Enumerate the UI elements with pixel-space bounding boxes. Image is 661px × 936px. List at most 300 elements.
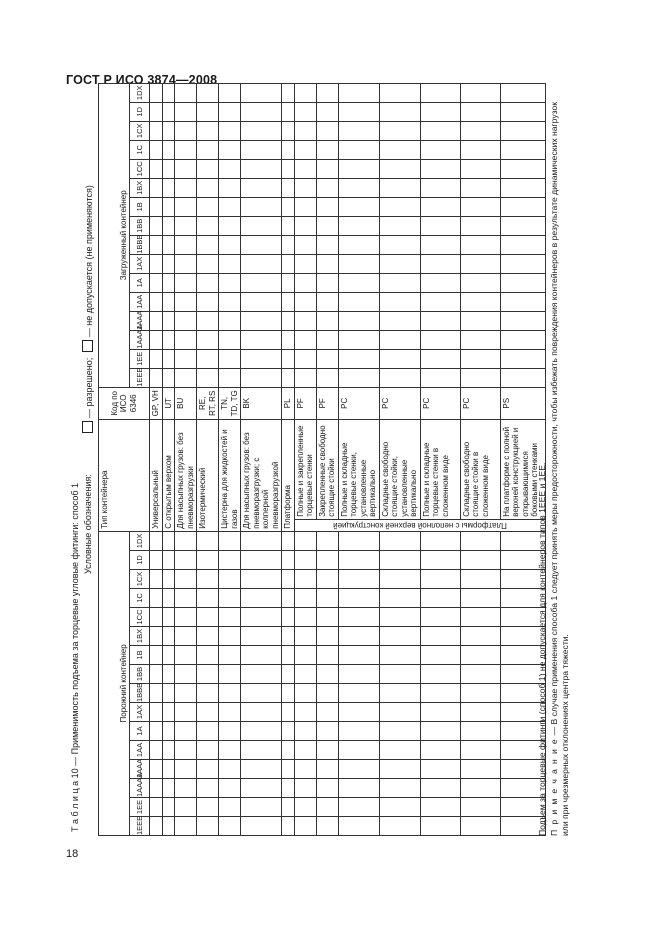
empty-cell — [460, 722, 500, 741]
type-cell: Универсальный — [150, 419, 163, 531]
empty-cell — [294, 741, 316, 760]
loaded-cell — [150, 121, 163, 140]
code-cell: PC — [379, 387, 420, 419]
empty-cell — [241, 589, 282, 608]
empty-cell — [219, 646, 241, 665]
loaded-cell — [338, 121, 379, 140]
table-footer — [537, 96, 572, 836]
type-cell: Складные свободно стоящие стойки, установленные вертикально — [379, 419, 420, 519]
code-cell: PC — [338, 387, 379, 419]
legend-forbidden-text: — не допускается (не применяются) — [84, 185, 94, 338]
loaded-cell — [162, 140, 175, 159]
loaded-cell — [282, 197, 295, 216]
empty-type-1cc: 1CC — [130, 608, 150, 627]
loaded-cell — [150, 216, 163, 235]
empty-cell — [219, 627, 241, 646]
empty-cell — [294, 531, 316, 550]
loaded-cell — [316, 235, 338, 254]
loaded-cell — [241, 121, 282, 140]
loaded-cell — [241, 273, 282, 292]
loaded-cell — [460, 216, 500, 235]
loaded-cell — [294, 216, 316, 235]
loaded-cell — [379, 140, 420, 159]
empty-cell — [282, 608, 295, 627]
loaded-type-1a: 1A — [130, 273, 150, 292]
empty-type-1ee: 1EE — [130, 798, 150, 817]
loaded-cell — [338, 197, 379, 216]
loaded-cell — [150, 140, 163, 159]
loaded-cell — [241, 102, 282, 121]
loaded-cell — [219, 83, 241, 102]
loaded-cell — [460, 292, 500, 311]
empty-cell — [420, 627, 460, 646]
loaded-cell — [282, 83, 295, 102]
loaded-cell — [460, 330, 500, 349]
code-header: Код по ИСО 6346 — [99, 387, 150, 419]
page-number: 18 — [66, 848, 79, 860]
empty-cell — [338, 703, 379, 722]
loaded-cell — [162, 121, 175, 140]
loaded-cell — [294, 273, 316, 292]
empty-cell — [175, 570, 197, 589]
empty-cell — [294, 627, 316, 646]
loaded-cell — [460, 311, 500, 330]
loaded-cell — [316, 311, 338, 330]
empty-cell — [338, 646, 379, 665]
empty-cell — [460, 779, 500, 798]
loaded-cell — [282, 273, 295, 292]
empty-cell — [282, 570, 295, 589]
empty-cell — [219, 779, 241, 798]
loaded-cell — [175, 368, 197, 387]
code-cell: PF — [316, 387, 338, 419]
loaded-cell — [294, 330, 316, 349]
footer-note-2 — [549, 96, 571, 836]
empty-cell — [175, 608, 197, 627]
loaded-cell — [338, 159, 379, 178]
empty-cell — [175, 627, 197, 646]
loaded-cell — [420, 235, 460, 254]
empty-cell — [162, 684, 175, 703]
loaded-cell — [460, 349, 500, 368]
empty-cell — [460, 760, 500, 779]
empty-cell — [420, 760, 460, 779]
empty-cell — [175, 589, 197, 608]
loaded-cell — [162, 330, 175, 349]
table-row — [241, 83, 282, 835]
empty-cell — [379, 798, 420, 817]
loaded-cell — [219, 235, 241, 254]
empty-cell — [162, 798, 175, 817]
empty-cell — [282, 703, 295, 722]
empty-cell — [175, 703, 197, 722]
loaded-type-1bx: 1BX — [130, 178, 150, 197]
empty-cell — [150, 646, 163, 665]
table-row — [338, 83, 379, 835]
loaded-cell — [379, 197, 420, 216]
loaded-cell — [420, 178, 460, 197]
loaded-cell — [241, 216, 282, 235]
empty-cell — [420, 722, 460, 741]
empty-cell — [241, 722, 282, 741]
code-cell: RE, RT, RS — [197, 387, 219, 419]
empty-cell — [241, 551, 282, 570]
loaded-type-1d: 1D — [130, 102, 150, 121]
empty-cell — [241, 608, 282, 627]
empty-cell — [316, 646, 338, 665]
loaded-cell — [175, 83, 197, 102]
loaded-cell — [162, 368, 175, 387]
empty-cell — [241, 665, 282, 684]
empty-cell — [316, 798, 338, 817]
loaded-type-1bbb: 1BBB — [130, 235, 150, 254]
empty-cell — [316, 703, 338, 722]
empty-type-1aaa: 1AAA — [130, 760, 150, 779]
loaded-cell — [197, 121, 219, 140]
type-cell: Цистерна для жидкостей и газов — [219, 419, 241, 531]
loaded-cell — [197, 368, 219, 387]
empty-cell — [460, 646, 500, 665]
empty-cell — [379, 684, 420, 703]
loaded-cell — [150, 368, 163, 387]
empty-cell — [282, 798, 295, 817]
empty-cell — [241, 646, 282, 665]
empty-cell — [150, 665, 163, 684]
loaded-cell — [316, 368, 338, 387]
loaded-cell — [219, 330, 241, 349]
loaded-cell — [241, 292, 282, 311]
empty-cell — [162, 760, 175, 779]
loaded-cell — [316, 254, 338, 273]
table-row — [420, 83, 460, 835]
loaded-cell — [420, 216, 460, 235]
type-cell: Для насыпных грузов: без пневморазгрузки — [175, 419, 197, 531]
empty-cell — [379, 741, 420, 760]
table-row — [460, 83, 500, 835]
loaded-cell — [150, 102, 163, 121]
empty-cell — [219, 722, 241, 741]
loaded-cell — [219, 292, 241, 311]
loaded-cell — [219, 178, 241, 197]
empty-cell — [338, 760, 379, 779]
empty-cell — [175, 722, 197, 741]
loaded-cell — [150, 159, 163, 178]
empty-cell — [150, 589, 163, 608]
empty-type-1cx: 1CX — [130, 570, 150, 589]
empty-cell — [162, 627, 175, 646]
empty-cell — [162, 531, 175, 550]
empty-cell — [197, 627, 219, 646]
empty-cell — [162, 722, 175, 741]
empty-cell — [150, 608, 163, 627]
empty-cell — [241, 741, 282, 760]
table-row — [150, 83, 163, 835]
loaded-cell — [460, 368, 500, 387]
empty-cell — [219, 531, 241, 550]
loaded-cell — [162, 159, 175, 178]
loaded-cell — [316, 178, 338, 197]
empty-cell — [241, 779, 282, 798]
loaded-cell — [175, 159, 197, 178]
loaded-cell — [175, 349, 197, 368]
loaded-cell — [241, 197, 282, 216]
empty-cell — [338, 627, 379, 646]
code-cell: TN, TD, TG — [219, 387, 241, 419]
empty-cell — [460, 741, 500, 760]
loaded-cell — [175, 273, 197, 292]
loaded-cell — [175, 330, 197, 349]
empty-cell — [460, 608, 500, 627]
loaded-cell — [197, 159, 219, 178]
loaded-cell — [197, 254, 219, 273]
empty-cell — [197, 608, 219, 627]
loaded-cell — [241, 368, 282, 387]
empty-cell — [338, 551, 379, 570]
loaded-cell — [379, 254, 420, 273]
empty-container-header: Порожний контейнер — [99, 531, 130, 835]
empty-cell — [316, 741, 338, 760]
loaded-cell — [175, 311, 197, 330]
code-cell: BU — [175, 387, 197, 419]
type-cell: Полные и складные торцевые стенки, установленные вертикально — [338, 419, 379, 519]
legend-allowed-box-icon — [82, 421, 93, 433]
empty-cell — [282, 531, 295, 550]
empty-cell — [282, 817, 295, 836]
empty-cell — [379, 570, 420, 589]
loaded-cell — [420, 311, 460, 330]
loaded-cell — [282, 216, 295, 235]
applicability-table — [98, 83, 546, 836]
empty-cell — [162, 779, 175, 798]
empty-cell — [294, 665, 316, 684]
empty-cell — [162, 551, 175, 570]
empty-cell — [316, 627, 338, 646]
loaded-cell — [197, 140, 219, 159]
loaded-cell — [338, 178, 379, 197]
empty-type-1b: 1B — [130, 646, 150, 665]
loaded-cell — [175, 102, 197, 121]
empty-cell — [294, 551, 316, 570]
empty-cell — [420, 646, 460, 665]
empty-cell — [150, 570, 163, 589]
empty-cell — [294, 703, 316, 722]
loaded-cell — [282, 254, 295, 273]
empty-cell — [460, 684, 500, 703]
empty-cell — [150, 817, 163, 836]
empty-cell — [175, 798, 197, 817]
empty-cell — [282, 684, 295, 703]
type-cell: Изотермический — [197, 419, 219, 531]
empty-cell — [175, 665, 197, 684]
loaded-cell — [316, 197, 338, 216]
loaded-cell — [219, 216, 241, 235]
code-cell: PS — [500, 387, 545, 419]
loaded-cell — [241, 159, 282, 178]
loaded-cell — [338, 368, 379, 387]
loaded-cell — [294, 311, 316, 330]
loaded-cell — [162, 197, 175, 216]
table-caption — [68, 96, 98, 836]
loaded-cell — [175, 178, 197, 197]
empty-cell — [420, 608, 460, 627]
empty-type-1c: 1C — [130, 589, 150, 608]
empty-cell — [241, 531, 282, 550]
loaded-cell — [379, 311, 420, 330]
loaded-cell — [162, 292, 175, 311]
caption-title: Т а б л и ц а 10 — Применимость подъема за торцевые угловые фитинги: способ 1 — [70, 482, 80, 832]
loaded-cell — [282, 330, 295, 349]
loaded-cell — [294, 197, 316, 216]
empty-cell — [150, 722, 163, 741]
loaded-cell — [316, 349, 338, 368]
loaded-cell — [294, 159, 316, 178]
loaded-cell — [338, 330, 379, 349]
loaded-type-1ee: 1EE — [130, 349, 150, 368]
loaded-type-1b: 1B — [130, 197, 150, 216]
loaded-cell — [379, 330, 420, 349]
loaded-cell — [162, 178, 175, 197]
empty-cell — [294, 760, 316, 779]
loaded-cell — [294, 140, 316, 159]
empty-cell — [294, 684, 316, 703]
loaded-cell — [294, 102, 316, 121]
empty-cell — [162, 703, 175, 722]
empty-cell — [460, 665, 500, 684]
document-header: ГОСТ Р ИСО 3874—2008 — [66, 73, 218, 87]
loaded-cell — [420, 273, 460, 292]
empty-cell — [150, 798, 163, 817]
loaded-cell — [241, 235, 282, 254]
type-cell: Полные и складные торцевые стенки в сложенном виде — [420, 419, 460, 519]
loaded-cell — [241, 140, 282, 159]
empty-type-1aa: 1AA — [130, 741, 150, 760]
empty-cell — [379, 760, 420, 779]
empty-cell — [219, 551, 241, 570]
empty-cell — [420, 589, 460, 608]
loaded-cell — [219, 102, 241, 121]
loaded-cell — [316, 121, 338, 140]
empty-cell — [197, 741, 219, 760]
loaded-cell — [379, 273, 420, 292]
loaded-cell — [219, 254, 241, 273]
empty-cell — [420, 779, 460, 798]
loaded-type-1dx: 1DX — [130, 83, 150, 102]
loaded-cell — [338, 254, 379, 273]
loaded-cell — [294, 254, 316, 273]
loaded-cell — [420, 102, 460, 121]
empty-cell — [175, 531, 197, 550]
empty-cell — [338, 684, 379, 703]
empty-cell — [316, 684, 338, 703]
loaded-cell — [197, 178, 219, 197]
empty-cell — [338, 741, 379, 760]
loaded-cell — [460, 121, 500, 140]
loaded-cell — [316, 83, 338, 102]
loaded-cell — [162, 273, 175, 292]
empty-cell — [197, 646, 219, 665]
loaded-type-1bb: 1BB — [130, 216, 150, 235]
table-row — [282, 83, 295, 835]
empty-cell — [219, 589, 241, 608]
loaded-cell — [379, 121, 420, 140]
empty-cell — [150, 551, 163, 570]
loaded-cell — [150, 273, 163, 292]
empty-cell — [460, 531, 500, 550]
loaded-cell — [162, 83, 175, 102]
loaded-cell — [241, 178, 282, 197]
loaded-cell — [162, 349, 175, 368]
loaded-cell — [219, 273, 241, 292]
empty-cell — [460, 817, 500, 836]
loaded-cell — [338, 83, 379, 102]
empty-cell — [175, 779, 197, 798]
loaded-cell — [150, 292, 163, 311]
empty-cell — [150, 703, 163, 722]
empty-cell — [282, 551, 295, 570]
loaded-cell — [162, 311, 175, 330]
loaded-type-1cx: 1CX — [130, 121, 150, 140]
empty-cell — [338, 570, 379, 589]
loaded-cell — [420, 330, 460, 349]
empty-cell — [294, 646, 316, 665]
empty-cell — [379, 531, 420, 550]
loaded-cell — [219, 368, 241, 387]
empty-type-1bbb: 1BBB — [130, 684, 150, 703]
empty-cell — [241, 684, 282, 703]
loaded-cell — [460, 178, 500, 197]
loaded-cell — [162, 235, 175, 254]
empty-cell — [162, 741, 175, 760]
loaded-cell — [460, 254, 500, 273]
loaded-cell — [150, 197, 163, 216]
loaded-cell — [197, 235, 219, 254]
empty-cell — [338, 665, 379, 684]
empty-cell — [316, 817, 338, 836]
loaded-cell — [460, 140, 500, 159]
empty-cell — [219, 703, 241, 722]
code-cell: GP, VH — [150, 387, 163, 419]
empty-cell — [460, 798, 500, 817]
empty-cell — [294, 779, 316, 798]
empty-cell — [219, 665, 241, 684]
loaded-cell — [420, 368, 460, 387]
loaded-cell — [175, 121, 197, 140]
loaded-cell — [282, 121, 295, 140]
loaded-cell — [420, 292, 460, 311]
type-cell: Для насыпных грузов: без пневморазгрузки; с колперной пневморазгрузкой — [241, 419, 282, 531]
footer-note-1: Подъем за торцевые фитинги (способ 1) не допускается для контейнеров типов 1EEE и 1EE. — [537, 462, 547, 836]
empty-type-1bb: 1BB — [130, 665, 150, 684]
loaded-cell — [241, 349, 282, 368]
empty-cell — [241, 798, 282, 817]
loaded-cell — [175, 254, 197, 273]
loaded-cell — [294, 235, 316, 254]
empty-cell — [175, 760, 197, 779]
loaded-type-1ax: 1AX — [130, 254, 150, 273]
caption-legend-label: Условные обозначения: — [83, 474, 93, 574]
empty-cell — [379, 817, 420, 836]
empty-cell — [162, 817, 175, 836]
loaded-cell — [162, 102, 175, 121]
empty-cell — [316, 551, 338, 570]
loaded-cell — [175, 235, 197, 254]
empty-type-1a: 1A — [130, 722, 150, 741]
table-row — [294, 83, 316, 835]
code-cell: PC — [420, 387, 460, 419]
empty-cell — [420, 551, 460, 570]
empty-type-1bx: 1BX — [130, 627, 150, 646]
code-cell: PL — [282, 387, 295, 419]
